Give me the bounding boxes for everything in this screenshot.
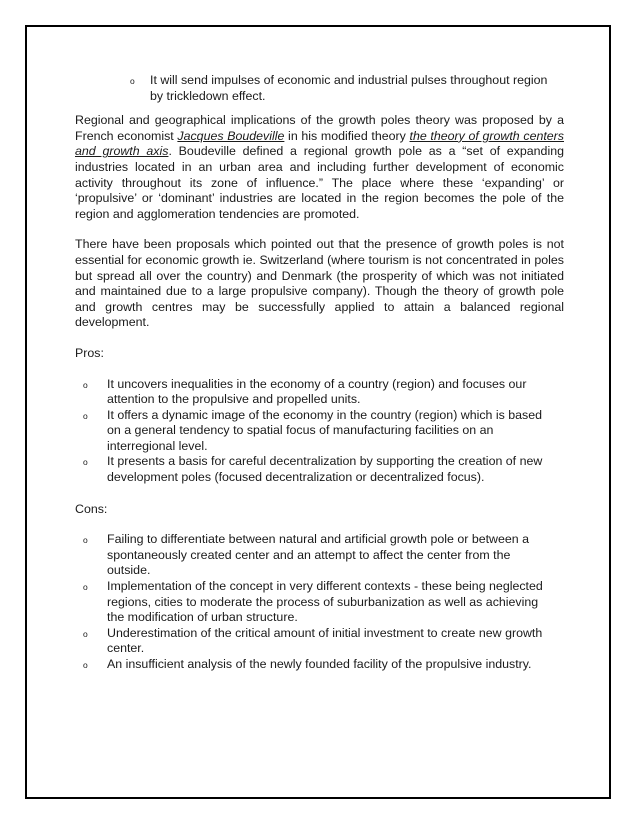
bullet-icon: o <box>83 660 88 670</box>
cons-list <box>75 532 564 673</box>
list-item <box>83 377 543 408</box>
bullet-icon: o <box>83 457 88 468</box>
author-name: Jacques Boudeville <box>177 128 285 143</box>
paragraph-growth-poles <box>75 113 564 222</box>
paragraph1-part2: in his modified theory <box>284 128 410 143</box>
cons-item-text: Underestimation of the critical amount of initial investment to create new growth center. <box>107 625 543 656</box>
intro-bullet-text: It will send impulses of economic and industrial pulses throughout region by trickledown effect. <box>150 73 548 103</box>
pros-item-text: It offers a dynamic image of the economy in the country (region) which is based on a general tendency to spatial focus of manufacturing facilities on an interregional level. <box>107 407 543 453</box>
paragraph1-part3: . Boudeville defined a regional growth pole as a “set of expanding industries located in an urban area and including further development of economic activity throughout its zone of influence.” The place where these ‘expanding’ or ‘propulsive’ or ‘dominant’ industries are located in the region becomes the pole of the region and agglomeration tendencies are promoted. <box>75 144 564 221</box>
cons-item-text: Implementation of the concept in very different contexts - these being neglected regions, cities to moderate the process of suburbanization as well as achieving the modification of urban structure. <box>107 579 543 625</box>
paragraph1-part1: Regional and geographical implications of the growth poles theory was proposed by a French economist <box>75 113 564 143</box>
pros-list <box>75 377 564 486</box>
list-item <box>83 408 543 455</box>
pros-heading: Pros: <box>75 345 104 360</box>
list-item <box>83 626 543 657</box>
bullet-icon: o <box>130 76 135 86</box>
bullet-icon: o <box>83 628 88 639</box>
bullet-icon: o <box>83 535 88 546</box>
cons-heading: Cons: <box>75 501 108 516</box>
cons-item-text: Failing to differentiate between natural and artificial growth pole or between a spontaneously created center and an attempt to affect the center from the outside. <box>107 532 530 578</box>
bullet-icon: o <box>83 582 88 593</box>
paragraph-proposals: There have been proposals which pointed out that the presence of growth poles is not essential for economic growth ie. Switzerland (where tourism is not concentrated in poles but spread all over the country) and Denmark (the prosperity of which was not initiated and maintained due to a large propulsive company). Though the theory of growth pole and growth centres may be successfully applied to attain a balanced regional development. <box>75 237 564 330</box>
pros-item-text: It uncovers inequalities in the economy of a country (region) and focuses our attention to the propulsive and propelled units. <box>107 376 527 407</box>
bullet-icon: o <box>83 410 88 421</box>
theory-title: the theory of growth centers and growth axis <box>75 128 564 159</box>
list-item <box>83 454 543 485</box>
list-item <box>83 579 543 626</box>
list-item <box>83 532 543 579</box>
bullet-icon: o <box>83 379 88 390</box>
cons-item-text: An insufficient analysis of the newly founded facility of the propulsive industry. <box>107 657 532 671</box>
pros-item-text: It presents a basis for careful decentralization by supporting the creation of new development poles (focused decentralization or decentralized focus). <box>107 454 543 485</box>
document-body <box>75 73 564 674</box>
list-item <box>83 657 543 674</box>
intro-bullet <box>130 73 555 104</box>
